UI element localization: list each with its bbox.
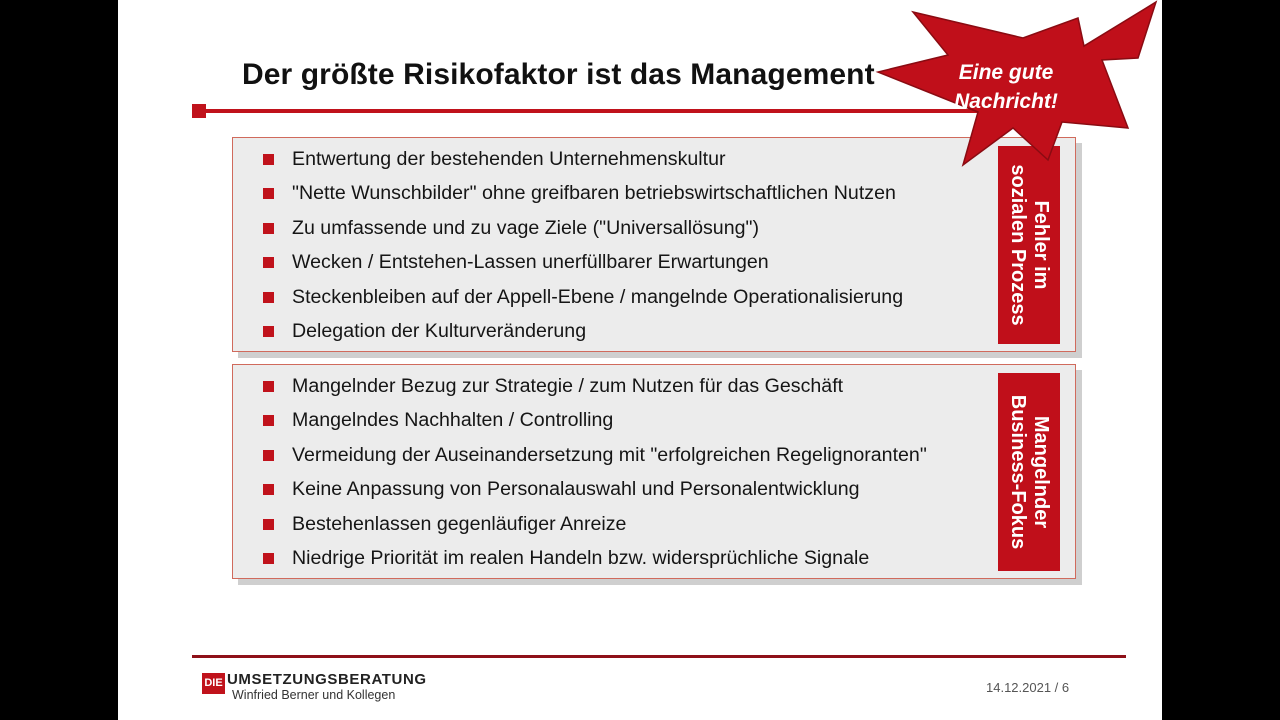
list-item (263, 472, 927, 506)
section-label-line1: Fehler im (1030, 200, 1052, 290)
starburst-line2: Nachricht! (954, 90, 1058, 113)
list-item (263, 176, 903, 210)
list-item-text: Mangelnder Bezug zur Strategie / zum Nutzen für das Geschäft (292, 375, 844, 397)
list-item (263, 438, 927, 472)
bullet-square-icon (263, 519, 274, 530)
list-item (263, 507, 927, 541)
bullet-square-icon (263, 484, 274, 495)
bullet-square-icon (263, 292, 274, 303)
section-label-line2: Business-Fokus (1007, 394, 1029, 550)
logo-subtitle: Winfried Berner und Kollegen (232, 688, 396, 702)
list-item (263, 142, 903, 176)
bullet-square-icon (263, 450, 274, 461)
list-item (263, 369, 927, 403)
footer-rule (192, 655, 1126, 658)
bullet-list (263, 369, 927, 575)
list-item (263, 403, 927, 437)
section-business-focus (232, 364, 1076, 579)
list-item-text: Bestehenlassen gegenläufiger Anreize (292, 512, 627, 535)
logo-name: UMSETZUNGSBERATUNG (227, 671, 427, 688)
list-item-text: Mangelndes Nachhalten / Controlling (292, 409, 614, 432)
starburst-line1: Eine gute (958, 61, 1054, 84)
list-item-text: Delegation der Kulturveränderung (292, 319, 587, 342)
bullet-square-icon (263, 154, 274, 165)
section-label-line1: Mangelnder (1030, 415, 1052, 529)
slide (118, 0, 1162, 720)
list-item (263, 211, 903, 245)
list-item (263, 541, 927, 575)
date-page-number: 14.12.2021 / 6 (986, 680, 1070, 695)
bullet-square-icon (263, 415, 274, 426)
list-item-text: Keine Anpassung von Personalauswahl und Personalentwicklung (292, 478, 860, 501)
list-item-text: "Nette Wunschbilder" ohne greifbaren betriebswirtschaftlichen Nutzen (292, 182, 896, 205)
list-item (263, 245, 903, 279)
bullet-square-icon (263, 188, 274, 199)
list-item-text: Wecken / Entstehen-Lassen unerfüllbarer Erwartungen (292, 251, 769, 274)
starburst-text (926, 58, 1086, 116)
bullet-square-icon (263, 553, 274, 564)
bullet-square-icon (263, 257, 274, 268)
section-label (998, 146, 1060, 344)
bullet-list (263, 142, 903, 348)
section-label (998, 373, 1060, 571)
list-item-text: Zu umfassende und zu vage Ziele ("Universallösung") (292, 216, 759, 239)
list-item (263, 280, 903, 314)
list-item-text: Steckenbleiben auf der Appell-Ebene / mangelnde Operationalisierung (292, 285, 904, 308)
bullet-square-icon (263, 326, 274, 337)
section-label-line2: sozialen Prozess (1007, 164, 1029, 326)
logo-mark: DIE (202, 673, 225, 694)
list-item-text: Entwertung der bestehenden Unternehmenskultur (292, 148, 726, 170)
list-item-text: Vermeidung der Auseinandersetzung mit "erfolgreichen Regelignoranten" (292, 443, 927, 466)
slide-title: Der größte Risikofaktor ist das Management (242, 58, 875, 91)
bullet-square-icon (263, 381, 274, 392)
list-item-text: Niedrige Priorität im realen Handeln bzw. widersprüchliche Signale (292, 546, 870, 569)
list-item (263, 314, 903, 348)
bullet-square-icon (263, 223, 274, 234)
